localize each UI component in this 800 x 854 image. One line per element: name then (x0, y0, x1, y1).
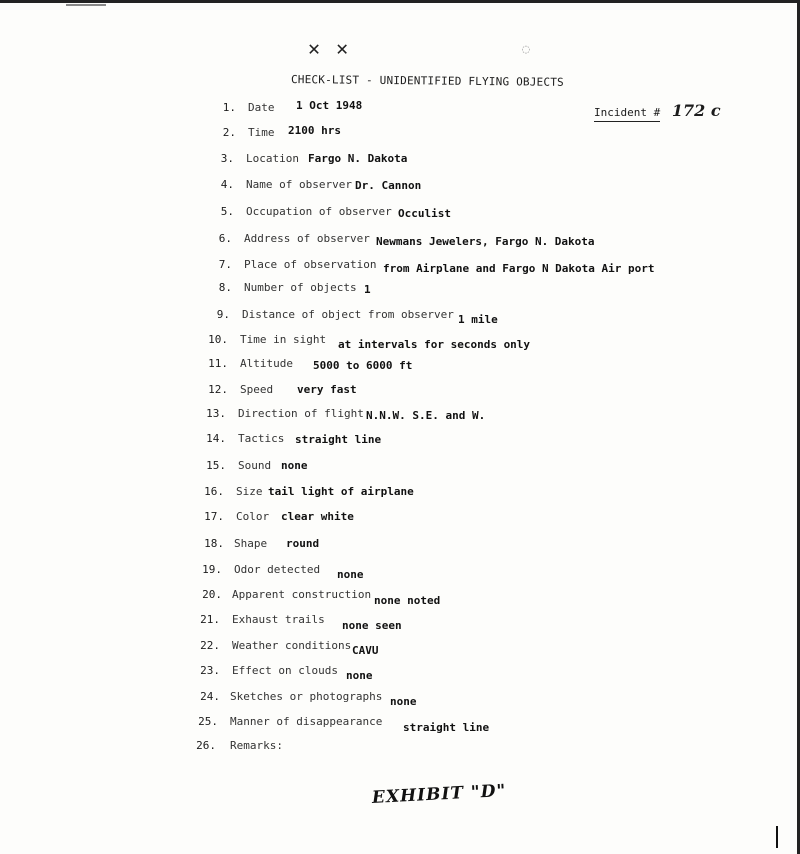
item-answer: Dr. Cannon (355, 179, 422, 192)
item-label: Shape (234, 537, 268, 550)
item-answer: round (286, 537, 320, 550)
item-answer: 5000 to 6000 ft (313, 359, 413, 372)
item-label: Sound (238, 459, 272, 472)
document-title: CHECK-LIST - UNIDENTIFIED FLYING OBJECTS (290, 73, 564, 89)
item-label: Time (248, 126, 275, 139)
item-number: 7. (218, 258, 232, 271)
item-label: Manner of disappearance (230, 715, 383, 728)
item-answer: 1 Oct 1948 (296, 99, 363, 112)
item-answer: N.N.W. S.E. and W. (366, 409, 486, 422)
item-number: 15. (206, 459, 226, 472)
item-number: 2. (222, 126, 236, 139)
item-label: Odor detected (234, 563, 321, 576)
item-label: Altitude (240, 357, 293, 370)
checklist-item (204, 258, 800, 278)
item-label: Tactics (238, 432, 285, 445)
item-answer: none (390, 695, 417, 708)
checklist-item (196, 510, 796, 530)
item-number: 10. (208, 333, 228, 346)
item-answer: none (281, 459, 308, 472)
item-number: 14. (206, 432, 226, 445)
item-number: 8. (218, 281, 232, 294)
checklist-item (194, 588, 794, 608)
checklist-item (196, 537, 796, 557)
item-number: 25. (198, 715, 218, 728)
item-label: Remarks: (230, 739, 283, 752)
item-number: 17. (204, 510, 224, 523)
item-number: 5. (220, 205, 234, 218)
item-label: Address of observer (244, 232, 370, 245)
checklist-item (202, 308, 800, 328)
item-number: 22. (200, 639, 220, 652)
checklist-item (204, 281, 800, 301)
checklist-item (198, 407, 798, 427)
item-label: Sketches or photographs (230, 690, 383, 703)
item-label: Location (246, 152, 299, 165)
checklist-item (200, 333, 800, 353)
item-label: Number of objects (244, 281, 357, 294)
item-number: 23. (200, 664, 220, 677)
item-answer: 2100 hrs (288, 124, 341, 137)
item-answer: Occulist (398, 207, 451, 220)
item-label: Name of observer (246, 178, 352, 191)
item-number: 4. (220, 178, 234, 191)
item-number: 21. (200, 613, 220, 626)
item-label: Apparent construction (232, 588, 372, 601)
item-answer: 1 mile (458, 313, 498, 326)
item-answer: none noted (374, 594, 441, 607)
checklist-item (200, 357, 800, 377)
item-number: 6. (218, 232, 232, 245)
item-answer: at intervals for seconds only (338, 338, 531, 351)
item-number: 12. (208, 383, 228, 396)
checklist-item (190, 715, 790, 735)
item-label: Color (236, 510, 270, 523)
item-number: 13. (206, 407, 226, 420)
checklist-item (200, 383, 800, 403)
checklist-item (192, 690, 792, 710)
item-number: 24. (200, 690, 220, 703)
item-label: Size (236, 485, 263, 498)
checklist-item (204, 232, 800, 252)
header-faint-mark: ◌ (522, 42, 530, 57)
exhibit-label: EXHIBIT "D" (371, 780, 507, 808)
item-number: 11. (208, 357, 228, 370)
item-label: Date (248, 101, 275, 114)
checklist-item (206, 205, 800, 225)
item-number: 26. (196, 739, 216, 752)
item-answer: Newmans Jewelers, Fargo N. Dakota (376, 235, 595, 248)
item-answer: Fargo N. Dakota (308, 152, 408, 165)
item-answer: none (346, 669, 373, 682)
margin-mark (776, 826, 778, 848)
item-number: 19. (202, 563, 222, 576)
checklist-item (188, 739, 788, 759)
item-number: 1. (222, 101, 236, 114)
item-answer: tail light of airplane (268, 485, 414, 498)
checklist-item (194, 563, 794, 583)
item-number: 18. (204, 537, 224, 550)
item-answer: none (337, 568, 364, 581)
item-answer: from Airplane and Fargo N Dakota Air port (383, 262, 655, 275)
checklist-item (208, 126, 800, 146)
checklist-item (206, 178, 800, 198)
checklist-item (198, 432, 798, 452)
item-label: Direction of flight (238, 407, 364, 420)
item-answer: very fast (297, 383, 357, 396)
item-label: Weather conditions (232, 639, 352, 652)
checklist-item (196, 485, 796, 505)
incident-number: 172 c (671, 101, 721, 120)
item-label: Distance of object from observer (242, 308, 454, 321)
item-answer: straight line (295, 433, 382, 446)
checklist-item (192, 639, 792, 659)
item-label: Speed (240, 383, 274, 396)
item-label: Place of observation (244, 258, 377, 271)
item-number: 20. (202, 588, 222, 601)
item-number: 16. (204, 485, 224, 498)
item-label: Effect on clouds (232, 664, 338, 677)
item-label: Occupation of observer (246, 205, 392, 218)
checklist-item (198, 459, 798, 479)
item-label: Exhaust trails (232, 613, 325, 626)
item-answer: straight line (403, 721, 490, 734)
checklist-item (192, 613, 792, 633)
item-label: Time in sight (240, 333, 327, 346)
item-number: 9. (216, 308, 230, 321)
item-answer: none seen (342, 619, 402, 632)
item-number: 3. (220, 152, 234, 165)
header-stamp-marks: ✕ ✕ (308, 36, 351, 60)
edge-mark (66, 4, 106, 6)
checklist-item (206, 152, 800, 172)
checklist-item (208, 101, 800, 121)
checklist-item (192, 664, 792, 684)
item-answer: CAVU (352, 644, 379, 657)
incident-label: Incident # (594, 106, 660, 122)
item-answer: clear white (281, 510, 354, 523)
item-answer: 1 (364, 283, 371, 296)
